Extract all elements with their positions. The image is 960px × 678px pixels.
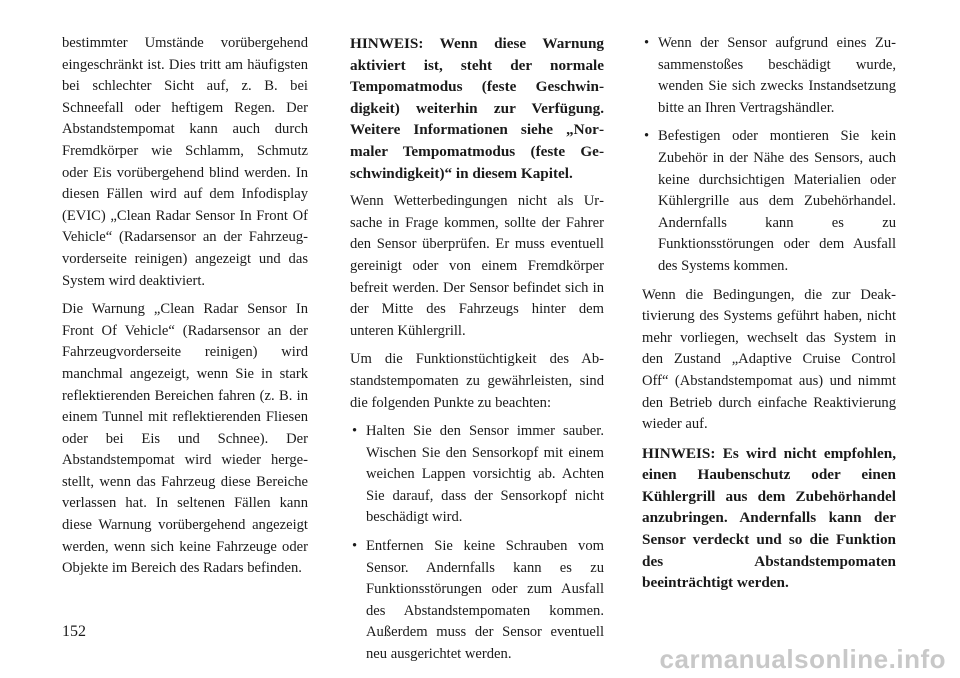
- list-item: [642, 33, 896, 119]
- note-box: HINWEIS: Wenn diese Warnung aktiviert ist, steht der normale Tempomatmodus (feste Geschwindigkeit) weiterhin zur Verfügung. Weitere Informationen siehe „Normaler Tempomatmodus (feste Geschwindigkeit)“ in diesem Kapitel.: [350, 35, 604, 182]
- text-column-left: [62, 33, 308, 587]
- paragraph: Um die Funktionstüchtigkeit des Abstandstempomaten zu gewährleisten, sind die folgenden Punkte zu beachten:: [350, 351, 604, 411]
- bullet-icon: •: [644, 35, 650, 51]
- list-item: [350, 536, 604, 666]
- paragraph: Die Warnung „Clean Radar Sensor In Front Of Vehicle“ (Radarsensor an der Fahrzeugvorderseite reinigen) wird manchmal angezeigt, wenn Sie in stark reflektierenden Bereichen fahren (z. B. in einem Tunnel mit reflektierenden Fliesen oder bei Eis und Schnee). Der Abstandstempomat wird wieder hergestellt, wenn das Fahrzeug diese Bereiche verlassen hat. In seltenen Fällen kann diese Warnung vorübergehend angezeigt werden, wenn sich keine Fahrzeuge oder Objekte im Bereich des Radars befinden.: [62, 301, 308, 577]
- watermark: carmanualsonline.info: [659, 644, 946, 674]
- paragraph: bestimmter Umstände vorübergehend eingeschränkt ist. Dies tritt am häufigsten bei schlechter Sicht auf, z. B. bei Schneefall oder heftigem Regen. Der Abstandstempomat kann auch durch Fremdkörper wie Schlamm, Schmutz oder Eis vorübergehend blind werden. In diesen Fällen wird auf dem Infodisplay (EVIC) „Clean Radar Sensor In Front Of Vehicle“ (Radarsensor an der Fahrzeugvorderseite reinigen) angezeigt und das System wird deaktiviert.: [62, 35, 308, 289]
- page-number: 152: [62, 623, 86, 640]
- bullet-list: [642, 33, 896, 278]
- bullet-icon: •: [352, 538, 358, 555]
- list-item: [350, 421, 604, 529]
- list-item-text: Halten Sie den Sensor immer sauber. Wischen Sie den Sensorkopf mit einem weichen Lappen vorsichtig ab. Achten Sie darauf, dass der Sensorkopf nicht beschädigt wird.: [366, 423, 604, 526]
- list-item: [642, 126, 896, 277]
- list-item-text: Befestigen oder montieren Sie kein Zubehör in der Nähe des Sensors, auch keine durchsichtigen Materialien oder Kühlergrille aus dem Zubehörhandel. Andernfalls kann es zu Funktionsstörungen oder dem Ausfall des Systems kommen.: [658, 128, 896, 274]
- text-column-middle: [350, 33, 604, 673]
- list-item-text: Entfernen Sie keine Schrauben vom Sensor. Andernfalls kann es zu Funktionsstörungen oder zum Ausfall des Abstandstempomaten kommen. Außerdem muss der Sensor eventuell neu ausgerichtet werden.: [366, 538, 604, 663]
- text-column-right: [642, 33, 896, 601]
- bullet-icon: •: [352, 423, 358, 440]
- bullet-icon: •: [644, 128, 650, 145]
- list-item-text: Wenn der Sensor aufgrund eines Zusammenstoßes beschädigt wurde, wenden Sie sich zwecks Instandsetzung bitte an Ihren Vertragshändler.: [658, 35, 896, 116]
- paragraph: Wenn die Bedingungen, die zur Deaktivierung des Systems geführt haben, nicht mehr vorliegen, wechselt das System in den Zustand „Adaptive Cruise Control Off“ (Abstandstempomat aus) und nimmt den Betrieb durch einfache Reaktivierung wieder auf.: [642, 286, 896, 433]
- bullet-list: [350, 421, 604, 666]
- paragraph: Wenn Wetterbedingungen nicht als Ursache in Frage kommen, sollte der Fahrer den Sensor überprüfen. Er muss eventuell gereinigt oder von einem Fremdkörper befreit werden. Der Sensor befindet sich in der Mitte des Fahrzeugs hinter dem unteren Kühlergrill.: [350, 193, 604, 339]
- note-box: HINWEIS: Es wird nicht empfohlen, einen Haubenschutz oder einen Kühlergrill aus dem Zubehörhandel anzubringen. Andernfalls kann der Sensor verdeckt und so die Funktion des Abstandstempomaten beeinträchtigt werden.: [642, 444, 896, 592]
